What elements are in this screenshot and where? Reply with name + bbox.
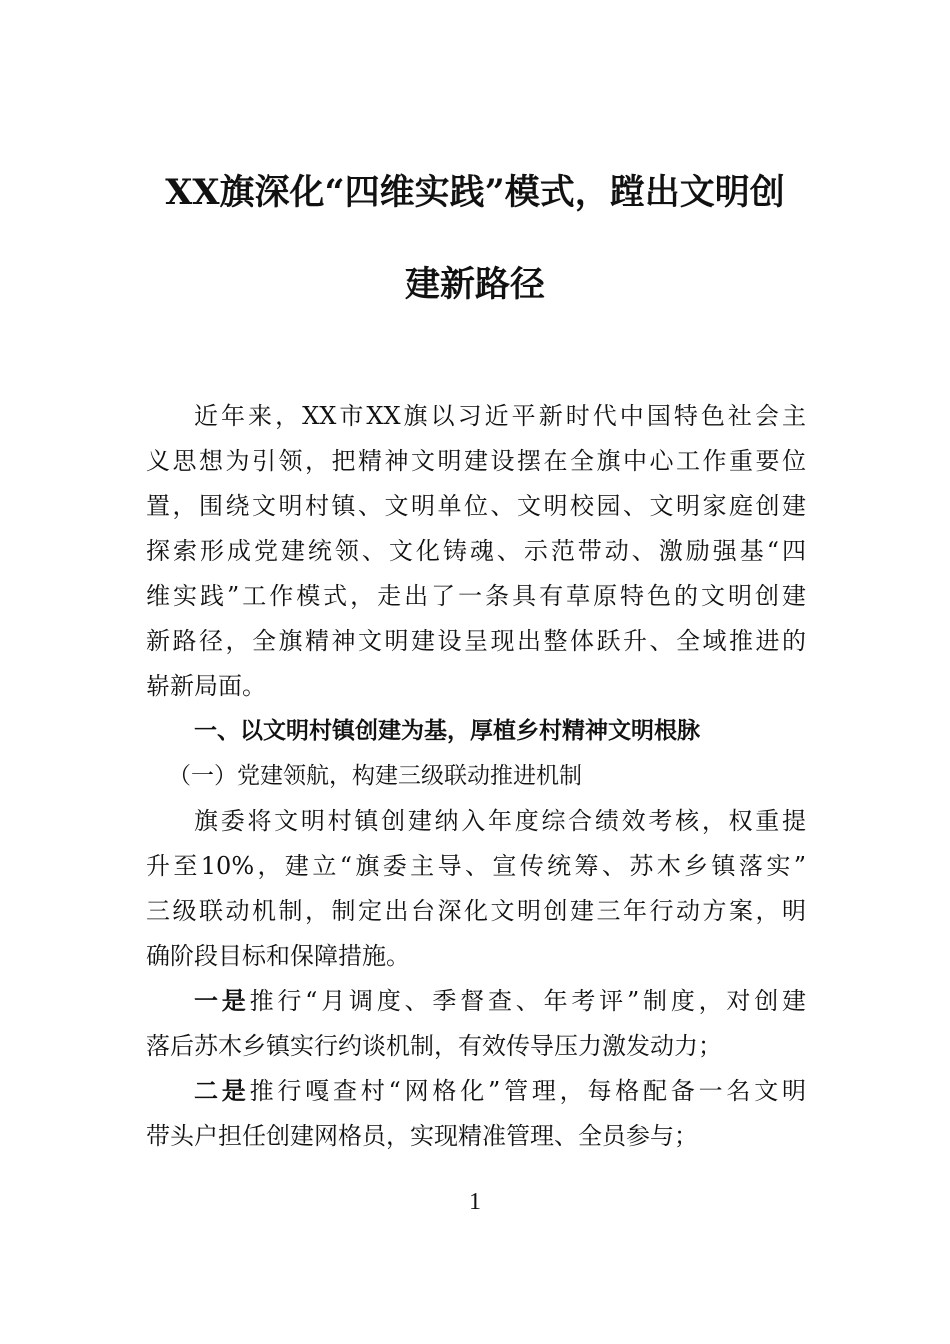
intro-line: 义思想为引领，把精神文明建设摆在全旗中心工作重要位: [146, 447, 806, 475]
paragraph-line: 旗委将文明村镇创建纳入年度综合绩效考核，权重提: [194, 807, 806, 835]
list-item-line: [146, 979, 806, 1023]
subsection-heading: （一）党建领航，构建三级联动推进机制: [168, 763, 582, 789]
paragraph-line: 三级联动机制，制定出台深化文明创建三年行动方案，明: [146, 897, 806, 925]
intro-line: 置，围绕文明村镇、文明单位、文明校园、文明家庭创建: [146, 492, 806, 520]
intro-line: 维实践”工作模式，走出了一条具有草原特色的文明创建: [146, 582, 806, 610]
item-text: 推行“月调度、季督查、年考评”制度，对创建: [249, 987, 806, 1015]
item-lead: 二是: [194, 1077, 250, 1105]
document-title-line-1: XX旗深化“四维实践”模式，蹚出文明创: [165, 172, 785, 213]
document-title-line-2: 建新路径: [404, 264, 545, 305]
item-text: 推行嘎查村“网格化”管理，每格配备一名文明: [249, 1077, 806, 1105]
item-lead: 一是: [194, 987, 250, 1015]
paragraph-line: 升至10%，建立“旗委主导、宣传统筹、苏木乡镇落实”: [146, 852, 806, 880]
intro-line: 近年来，XX市XX旗以习近平新时代中国特色社会主: [194, 402, 806, 430]
intro-line: 崭新局面。: [146, 672, 266, 700]
list-item-line: 落后苏木乡镇实行约谈机制，有效传导压力激发动力；: [146, 1032, 722, 1060]
paragraph-line: 确阶段目标和保障措施。: [146, 942, 410, 970]
list-item-line: [146, 1069, 806, 1113]
intro-line: 新路径，全旗精神文明建设呈现出整体跃升、全域推进的: [146, 627, 806, 655]
list-item-line: 带头户担任创建网格员，实现精准管理、全员参与；: [146, 1122, 698, 1150]
intro-line: 探索形成党建统领、文化铸魂、示范带动、激励强基“四: [146, 537, 806, 565]
section-heading: 一、以文明村镇创建为基，厚植乡村精神文明根脉: [194, 718, 700, 744]
page-number: 1: [469, 1189, 481, 1215]
